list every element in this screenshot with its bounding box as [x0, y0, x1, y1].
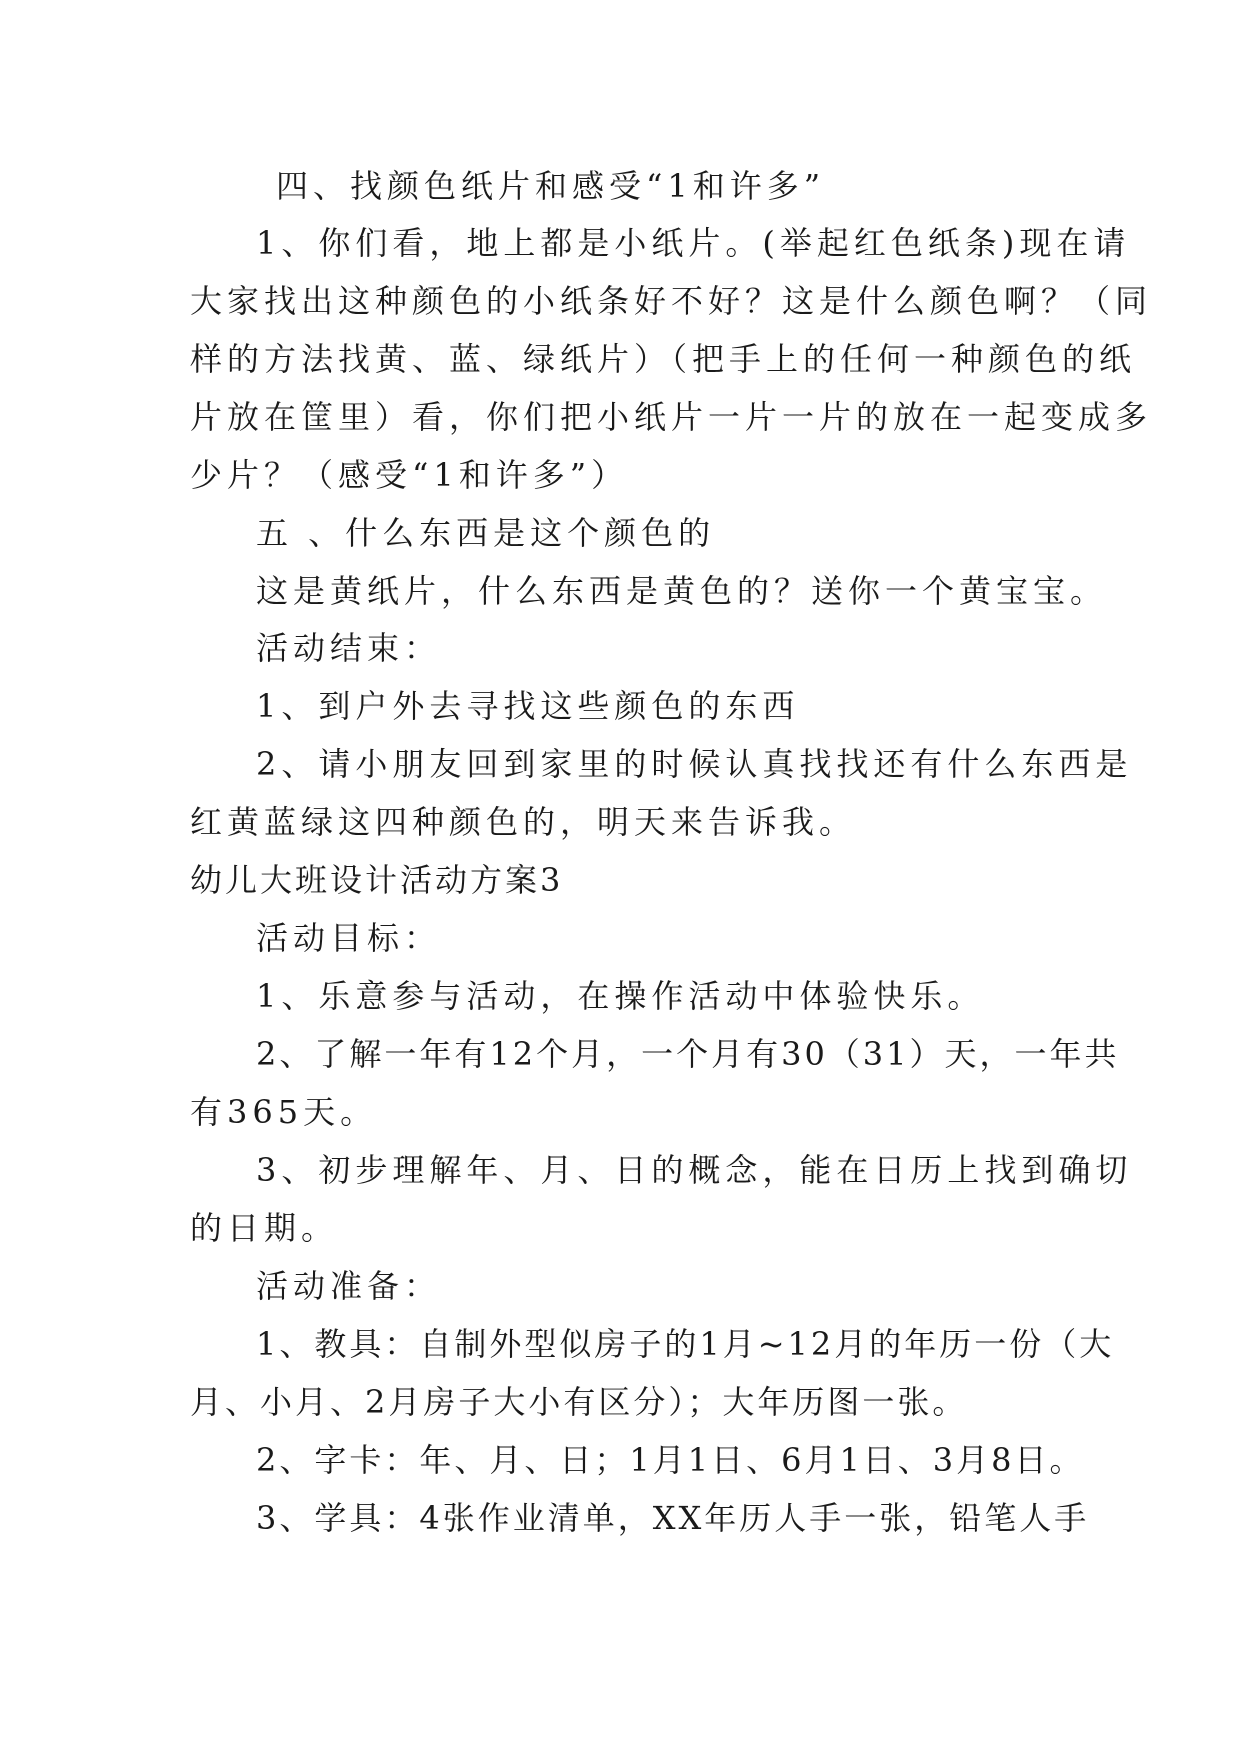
- section-heading-4: 四、找颜色纸片和感受“1和许多”: [276, 167, 826, 205]
- paragraph-line: 2、字卡：年、月、日；1月1日、6月1日、3月8日。: [256, 1441, 1085, 1479]
- subheading-activity-end: 活动结束：: [256, 629, 442, 667]
- paragraph-line: 片放在筐里）看，你们把小纸片一片一片的放在一起变成多: [190, 398, 1153, 436]
- document-title: 幼儿大班设计活动方案3: [190, 861, 564, 899]
- paragraph-line: 3、初步理解年、月、日的概念，能在日历上找到确切: [256, 1151, 1133, 1189]
- paragraph-line: 有365天。: [190, 1093, 378, 1131]
- paragraph-line: 的日期。: [190, 1209, 339, 1247]
- paragraph-line: 红黄蓝绿这四种颜色的，明天来告诉我。: [190, 803, 857, 841]
- paragraph-line: 1、乐意参与活动，在操作活动中体验快乐。: [256, 977, 985, 1015]
- paragraph-line: 1、教具：自制外型似房子的1月~12月的年历一份（大: [256, 1325, 1115, 1363]
- section-heading-5: 五 、什么东西是这个颜色的: [256, 514, 716, 552]
- paragraph-line: 月、小月、2月房子大小有区分）；大年历图一张。: [190, 1383, 968, 1421]
- paragraph-line: 3、学具：4张作业清单，XX年历人手一张，铅笔人手: [256, 1499, 1090, 1537]
- subheading-activity-goals: 活动目标：: [256, 919, 442, 957]
- paragraph-line: 2、请小朋友回到家里的时候认真找找还有什么东西是: [256, 745, 1133, 783]
- paragraph-line: 2、了解一年有12个月，一个月有30（31）天，一年共: [256, 1035, 1120, 1073]
- paragraph-line: 大家找出这种颜色的小纸条好不好？这是什么颜色啊？（同: [190, 282, 1153, 320]
- paragraph-line: 少片？（感受“1和许多”）: [190, 456, 629, 494]
- subheading-activity-prep: 活动准备：: [256, 1267, 442, 1305]
- paragraph-line: 这是黄纸片，什么东西是黄色的？送你一个黄宝宝。: [256, 572, 1108, 610]
- paragraph-line: 1、到户外去寻找这些颜色的东西: [256, 687, 800, 725]
- paragraph-line: 1、你们看，地上都是小纸片。(举起红色纸条)现在请: [256, 224, 1131, 262]
- paragraph-line: 样的方法找黄、蓝、绿纸片）（把手上的任何一种颜色的纸: [190, 340, 1137, 378]
